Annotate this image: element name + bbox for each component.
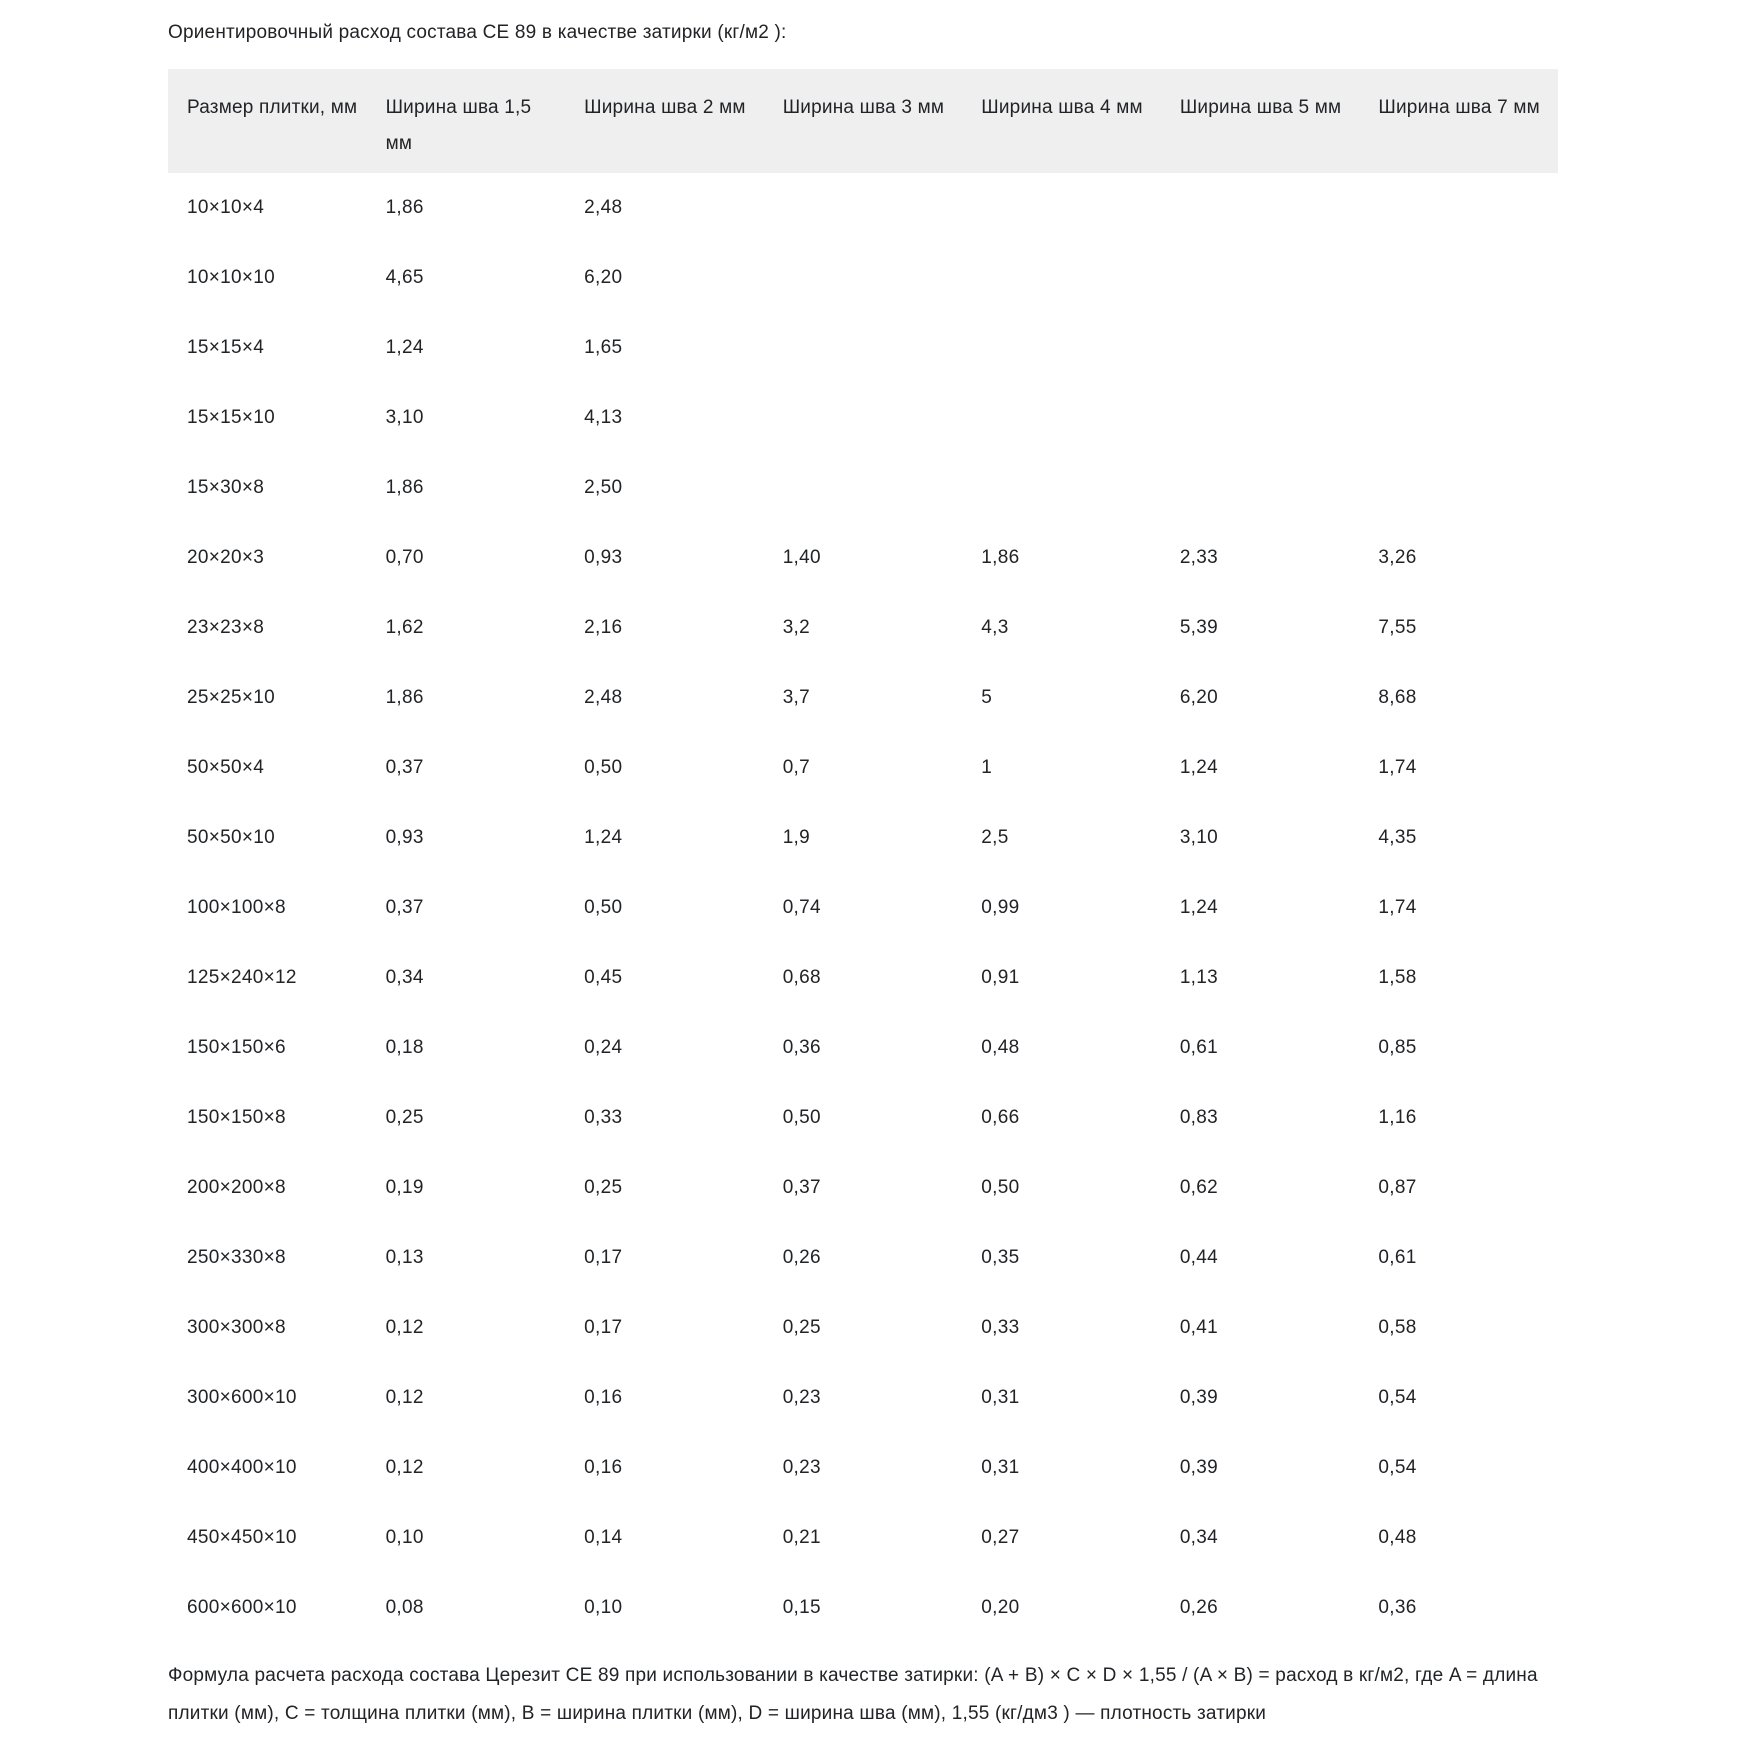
table-row xyxy=(168,873,1558,943)
consumption-value-cell: 1,74 xyxy=(1378,897,1417,918)
table-row xyxy=(168,1013,1558,1083)
consumption-value-cell: 0,54 xyxy=(1378,1387,1417,1408)
tile-size-cell: 15×15×10 xyxy=(187,407,275,428)
column-header-text: Ширина шва 3 мм xyxy=(782,97,945,118)
consumption-value-cell: 0,44 xyxy=(1179,1247,1218,1268)
consumption-value-cell: 0,15 xyxy=(782,1597,821,1618)
table-row xyxy=(168,803,1558,873)
consumption-value-cell: 0,12 xyxy=(385,1387,424,1408)
column-header-text: Ширина шва 7 мм xyxy=(1378,97,1540,118)
consumption-value-cell: 4,3 xyxy=(981,617,1009,638)
consumption-value-cell xyxy=(962,173,1161,243)
consumption-value-cell: 1,24 xyxy=(1179,897,1218,918)
consumption-value-cell: 0,74 xyxy=(782,897,821,918)
consumption-value-cell: 6,20 xyxy=(1179,687,1218,708)
consumption-value-cell: 0,50 xyxy=(584,897,623,918)
consumption-value-cell: 0,16 xyxy=(584,1457,623,1478)
consumption-value-cell: 0,41 xyxy=(1179,1317,1218,1338)
consumption-value-cell xyxy=(764,453,963,523)
table-row xyxy=(168,943,1558,1013)
table-row xyxy=(168,1223,1558,1293)
consumption-value-cell: 0,61 xyxy=(1179,1037,1218,1058)
consumption-value-cell: 5 xyxy=(981,687,993,708)
consumption-value-cell: 1,65 xyxy=(584,337,623,358)
formula-note: Формула расчета расхода состава Церезит CE 89 при использовании в качестве затирки: (A + B) × C × D × 1,55 / (A × B) = расход в кг/м2, где A = длина плитки (мм), C = толщина плитки (мм), B = ширина плитки (мм), D = ширина шва (мм), 1,55 (кг/дм3 ) — плотность затирки xyxy=(168,1665,1538,1724)
table-body xyxy=(168,173,1558,1643)
consumption-value-cell: 0,34 xyxy=(385,967,424,988)
table-row xyxy=(168,1363,1558,1433)
consumption-value-cell: 2,48 xyxy=(584,197,623,218)
table-row xyxy=(168,593,1558,663)
consumption-value-cell: 0,62 xyxy=(1179,1177,1218,1198)
consumption-value-cell: 0,33 xyxy=(981,1317,1020,1338)
tile-size-cell: 10×10×4 xyxy=(187,197,265,218)
table-row xyxy=(168,173,1558,243)
consumption-value-cell: 0,08 xyxy=(385,1597,424,1618)
consumption-value-cell: 0,35 xyxy=(981,1247,1020,1268)
consumption-value-cell: 0,36 xyxy=(782,1037,821,1058)
table-row xyxy=(168,1293,1558,1363)
tile-size-cell: 15×30×8 xyxy=(187,477,265,498)
tile-size-cell: 600×600×10 xyxy=(187,1597,297,1618)
consumption-value-cell: 0,93 xyxy=(385,827,424,848)
consumption-value-cell: 0,25 xyxy=(782,1317,821,1338)
tile-size-cell: 15×15×4 xyxy=(187,337,265,358)
consumption-value-cell: 0,85 xyxy=(1378,1037,1417,1058)
consumption-value-cell: 0,25 xyxy=(385,1107,424,1128)
consumption-value-cell: 0,23 xyxy=(782,1387,821,1408)
consumption-value-cell: 0,58 xyxy=(1378,1317,1417,1338)
tile-size-cell: 50×50×10 xyxy=(187,827,275,848)
consumption-value-cell: 0,70 xyxy=(385,547,424,568)
tile-size-cell: 23×23×8 xyxy=(187,617,265,638)
tile-size-cell: 25×25×10 xyxy=(187,687,275,708)
consumption-value-cell: 1,86 xyxy=(385,687,424,708)
consumption-value-cell: 6,20 xyxy=(584,267,623,288)
consumption-value-cell: 0,31 xyxy=(981,1457,1020,1478)
column-header-text: Ширина шва 2 мм xyxy=(584,97,746,118)
consumption-value-cell: 0,87 xyxy=(1378,1177,1417,1198)
consumption-value-cell xyxy=(962,383,1161,453)
tile-size-cell: 125×240×12 xyxy=(187,967,297,988)
consumption-value-cell xyxy=(1359,383,1558,453)
consumption-value-cell: 0,99 xyxy=(981,897,1020,918)
table-row xyxy=(168,1433,1558,1503)
consumption-value-cell xyxy=(1161,243,1360,313)
consumption-value-cell: 0,26 xyxy=(782,1247,821,1268)
tile-size-cell: 450×450×10 xyxy=(187,1527,297,1548)
column-header-6 xyxy=(1161,69,1360,173)
column-header-text: Ширина шва 4 мм xyxy=(981,97,1143,118)
consumption-value-cell xyxy=(1359,453,1558,523)
consumption-value-cell: 0,31 xyxy=(981,1387,1020,1408)
consumption-value-cell: 0,37 xyxy=(782,1177,821,1198)
consumption-value-cell: 4,35 xyxy=(1378,827,1417,848)
table-caption: Ориентировочный расход состава CE 89 в качестве затирки (кг/м2 ): xyxy=(168,22,787,43)
consumption-value-cell: 0,26 xyxy=(1179,1597,1218,1618)
column-header-4 xyxy=(764,69,963,173)
consumption-value-cell: 0,39 xyxy=(1179,1457,1218,1478)
consumption-value-cell: 0,48 xyxy=(981,1037,1020,1058)
consumption-value-cell: 1 xyxy=(981,757,993,778)
tile-size-cell: 100×100×8 xyxy=(187,897,286,918)
column-header-3 xyxy=(565,69,764,173)
consumption-value-cell: 0,20 xyxy=(981,1597,1020,1618)
consumption-value-cell xyxy=(1161,453,1360,523)
table-header-row xyxy=(168,69,1558,173)
consumption-value-cell: 0,36 xyxy=(1378,1597,1417,1618)
column-header-7 xyxy=(1359,69,1558,173)
tile-size-cell: 150×150×8 xyxy=(187,1107,286,1128)
consumption-value-cell: 0,68 xyxy=(782,967,821,988)
column-header-text: Ширина шва 5 мм xyxy=(1179,97,1342,118)
table-row xyxy=(168,1083,1558,1153)
consumption-value-cell: 0,13 xyxy=(385,1247,424,1268)
consumption-value-cell: 0,12 xyxy=(385,1457,424,1478)
consumption-value-cell: 1,24 xyxy=(1179,757,1218,778)
consumption-value-cell: 0,50 xyxy=(981,1177,1020,1198)
consumption-value-cell xyxy=(764,243,963,313)
tile-size-cell: 400×400×10 xyxy=(187,1457,297,1478)
consumption-value-cell: 1,86 xyxy=(981,547,1020,568)
consumption-value-cell xyxy=(1359,243,1558,313)
consumption-value-cell: 0,37 xyxy=(385,757,424,778)
consumption-value-cell: 0,45 xyxy=(584,967,623,988)
consumption-value-cell: 3,10 xyxy=(1179,827,1218,848)
consumption-value-cell: 0,19 xyxy=(385,1177,424,1198)
consumption-value-cell: 4,13 xyxy=(584,407,623,428)
column-header-5 xyxy=(962,69,1161,173)
consumption-value-cell: 0,10 xyxy=(584,1597,623,1618)
consumption-value-cell: 1,40 xyxy=(782,547,821,568)
consumption-value-cell: 0,17 xyxy=(584,1247,623,1268)
consumption-value-cell: 1,86 xyxy=(385,477,424,498)
consumption-value-cell: 0,34 xyxy=(1179,1527,1218,1548)
consumption-value-cell xyxy=(962,243,1161,313)
table-row xyxy=(168,663,1558,733)
consumption-value-cell: 0,37 xyxy=(385,897,424,918)
table-row xyxy=(168,313,1558,383)
table-row xyxy=(168,523,1558,593)
consumption-value-cell: 8,68 xyxy=(1378,687,1417,708)
consumption-value-cell: 1,9 xyxy=(782,827,811,848)
tile-size-cell: 10×10×10 xyxy=(187,267,275,288)
consumption-value-cell xyxy=(1161,173,1360,243)
consumption-value-cell: 3,2 xyxy=(782,617,811,638)
consumption-value-cell xyxy=(764,383,963,453)
table-row xyxy=(168,1503,1558,1573)
table-row xyxy=(168,383,1558,453)
consumption-value-cell: 1,74 xyxy=(1378,757,1417,778)
table-row xyxy=(168,1573,1558,1643)
consumption-value-cell xyxy=(764,313,963,383)
consumption-value-cell: 0,17 xyxy=(584,1317,623,1338)
consumption-value-cell xyxy=(1359,313,1558,383)
consumption-value-cell: 0,91 xyxy=(981,967,1020,988)
consumption-value-cell: 1,24 xyxy=(385,337,424,358)
consumption-value-cell xyxy=(1359,173,1558,243)
table-row xyxy=(168,733,1558,803)
consumption-value-cell xyxy=(1161,383,1360,453)
consumption-value-cell: 0,83 xyxy=(1179,1107,1218,1128)
consumption-value-cell: 0,24 xyxy=(584,1037,623,1058)
consumption-value-cell: 1,86 xyxy=(385,197,424,218)
consumption-value-cell: 0,48 xyxy=(1378,1527,1417,1548)
consumption-value-cell: 0,23 xyxy=(782,1457,821,1478)
consumption-value-cell: 0,39 xyxy=(1179,1387,1218,1408)
consumption-value-cell: 0,25 xyxy=(584,1177,623,1198)
consumption-value-cell: 1,13 xyxy=(1179,967,1218,988)
consumption-value-cell: 2,5 xyxy=(981,827,1009,848)
consumption-value-cell: 0,54 xyxy=(1378,1457,1417,1478)
grout-consumption-table xyxy=(168,69,1558,1643)
consumption-value-cell: 3,26 xyxy=(1378,547,1417,568)
consumption-value-cell: 5,39 xyxy=(1179,617,1218,638)
consumption-value-cell: 0,50 xyxy=(584,757,623,778)
tile-size-cell: 20×20×3 xyxy=(187,547,265,568)
consumption-value-cell: 0,21 xyxy=(782,1527,821,1548)
column-header-text: мм xyxy=(385,133,413,154)
consumption-value-cell xyxy=(962,453,1161,523)
consumption-value-cell: 3,10 xyxy=(385,407,424,428)
column-header-2 xyxy=(367,69,566,173)
table-row xyxy=(168,453,1558,523)
consumption-value-cell: 0,93 xyxy=(584,547,623,568)
consumption-value-cell: 1,24 xyxy=(584,827,623,848)
consumption-value-cell: 0,66 xyxy=(981,1107,1020,1128)
tile-size-cell: 200×200×8 xyxy=(187,1177,286,1198)
column-header-text: Ширина шва 1,5 xyxy=(385,97,532,118)
table-row xyxy=(168,1153,1558,1223)
consumption-value-cell: 0,33 xyxy=(584,1107,623,1128)
consumption-value-cell: 0,7 xyxy=(782,757,811,778)
tile-size-cell: 300×600×10 xyxy=(187,1387,297,1408)
consumption-value-cell: 0,61 xyxy=(1378,1247,1417,1268)
column-header-1 xyxy=(168,69,367,173)
consumption-value-cell: 0,14 xyxy=(584,1527,623,1548)
column-header-text: Размер плитки, мм xyxy=(187,97,358,118)
consumption-value-cell: 2,16 xyxy=(584,617,623,638)
consumption-value-cell xyxy=(1161,313,1360,383)
consumption-value-cell: 0,16 xyxy=(584,1387,623,1408)
consumption-value-cell: 0,10 xyxy=(385,1527,424,1548)
consumption-value-cell: 1,16 xyxy=(1378,1107,1417,1128)
consumption-value-cell: 1,62 xyxy=(385,617,424,638)
consumption-value-cell: 2,50 xyxy=(584,477,623,498)
consumption-value-cell: 2,33 xyxy=(1179,547,1218,568)
consumption-value-cell xyxy=(962,313,1161,383)
consumption-value-cell xyxy=(764,173,963,243)
table-header xyxy=(168,69,1558,173)
table-row xyxy=(168,243,1558,313)
consumption-value-cell: 1,58 xyxy=(1378,967,1417,988)
tile-size-cell: 150×150×6 xyxy=(187,1037,286,1058)
consumption-value-cell: 3,7 xyxy=(782,687,811,708)
consumption-value-cell: 0,18 xyxy=(385,1037,424,1058)
tile-size-cell: 250×330×8 xyxy=(187,1247,286,1268)
tile-size-cell: 300×300×8 xyxy=(187,1317,286,1338)
consumption-value-cell: 0,50 xyxy=(782,1107,821,1128)
consumption-value-cell: 4,65 xyxy=(385,267,424,288)
consumption-value-cell: 7,55 xyxy=(1378,617,1417,638)
consumption-value-cell: 0,27 xyxy=(981,1527,1020,1548)
consumption-value-cell: 2,48 xyxy=(584,687,623,708)
consumption-value-cell: 0,12 xyxy=(385,1317,424,1338)
tile-size-cell: 50×50×4 xyxy=(187,757,265,778)
